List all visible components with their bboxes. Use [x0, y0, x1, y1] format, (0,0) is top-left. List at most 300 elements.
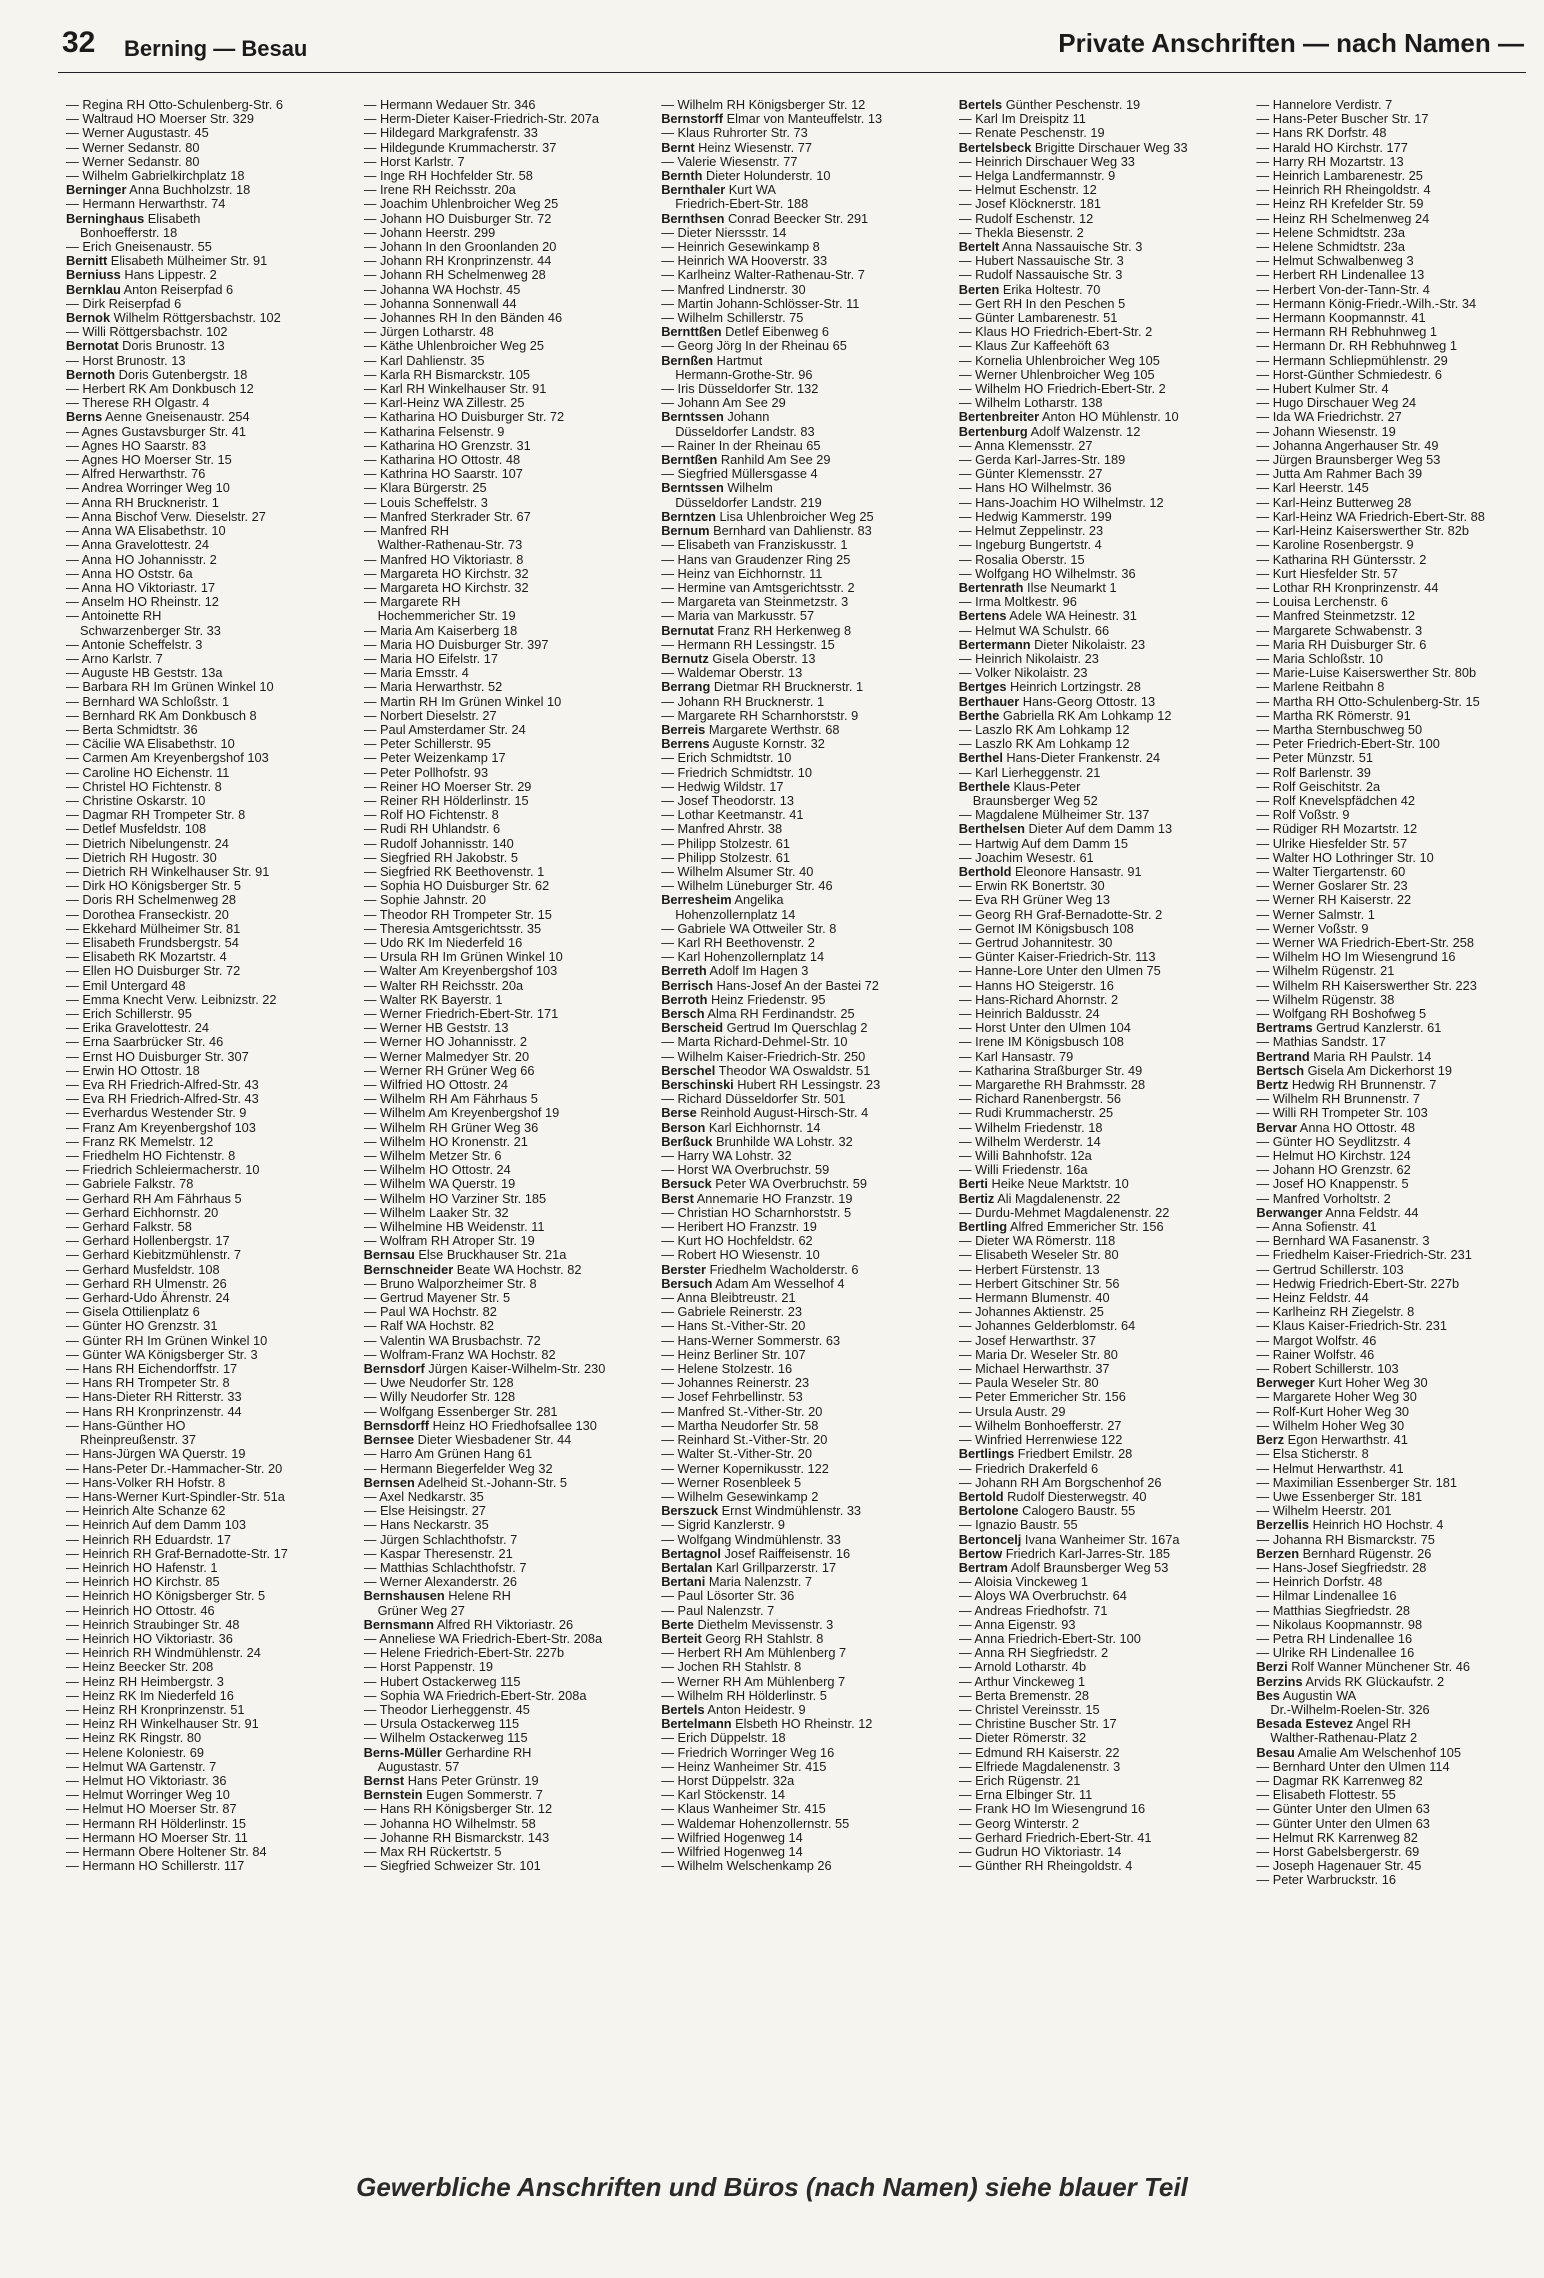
directory-entry — [364, 1291, 634, 1305]
entry-surname: Bertalan — [661, 1560, 713, 1575]
directory-entry — [364, 538, 634, 552]
directory-entry — [1256, 1859, 1526, 1873]
entry-text: — Bernhard Unter den Ulmen 114 — [1256, 1759, 1450, 1774]
directory-entry — [364, 1348, 634, 1362]
entry-surname: Bersch — [661, 1007, 705, 1021]
entry-text: — Ernst HO Duisburger Str. 307 — [66, 1049, 249, 1064]
directory-entry — [364, 382, 634, 396]
directory-entry — [959, 979, 1229, 993]
entry-text: — Margarete RH Scharnhorststr. 9 — [661, 708, 859, 723]
directory-entry — [364, 1007, 634, 1021]
entry-text: — Erich Schmidtstr. 10 — [661, 751, 792, 766]
entry-text: — Dieter Nierssstr. 14 — [661, 225, 787, 240]
directory-entry — [66, 666, 336, 680]
entry-text: — Johanna WA Hochstr. 45 — [363, 282, 521, 297]
entry-surname: Berthelsen — [958, 822, 1025, 837]
directory-entry — [1256, 1788, 1526, 1802]
directory-entry — [959, 1305, 1229, 1319]
entry-surname: Berntssen — [661, 481, 724, 496]
entry-text: — Heinz RK Ringstr. 80 — [66, 1731, 202, 1746]
entry-surname: Bertels — [661, 1702, 705, 1717]
directory-entry — [959, 1476, 1229, 1490]
entry-text: — Nikolaus Koopmannstr. 98 — [1256, 1617, 1423, 1632]
directory-entry — [661, 1206, 931, 1220]
directory-entry — [364, 1689, 634, 1703]
directory-entry — [661, 297, 931, 311]
entry-text: — Margarete RH — [363, 595, 461, 610]
entry-text: — Richard Düsseldorfer Str. 501 — [661, 1092, 846, 1107]
entry-text: — Johann RH Am Borgschenhof 26 — [958, 1475, 1162, 1490]
directory-entry — [1256, 212, 1526, 226]
entry-text: Hans Lippestr. 2 — [120, 268, 217, 283]
directory-entry — [66, 1305, 336, 1319]
entry-text: — Hans Neckarstr. 35 — [363, 1518, 489, 1533]
entry-text: — Klaus HO Friedrich-Ebert-Str. 2 — [958, 325, 1153, 340]
entry-surname: Bertges — [958, 680, 1007, 695]
entry-text: Dr.-Wilhelm-Roelen-Str. 326 — [1270, 1702, 1430, 1717]
directory-entry — [66, 1263, 336, 1277]
entry-text: — Josef Theodorstr. 13 — [661, 793, 794, 808]
entry-text: — Horst WA Overbruchstr. 59 — [661, 1163, 830, 1178]
directory-entry — [364, 638, 634, 652]
entry-text: — Jürgen Schlachthofstr. 7 — [363, 1532, 518, 1547]
entry-text: — Josef HO Knappenstr. 5 — [1256, 1177, 1409, 1192]
directory-entry — [66, 1703, 336, 1717]
entry-text: — Hans-Richard Ahornstr. 2 — [958, 992, 1119, 1007]
directory-entry — [66, 1490, 336, 1504]
entry-surname: Bernthaler — [661, 183, 726, 198]
entry-text: — Gernot IM Königsbusch 108 — [958, 921, 1134, 936]
entry-text: — Walter Am Kreyenbergshof 103 — [363, 964, 558, 979]
entry-text: Eleonore Hansastr. 91 — [1011, 864, 1142, 879]
entry-text: — Wilhelm HO Kronenstr. 21 — [363, 1134, 528, 1149]
directory-entry — [364, 1731, 634, 1745]
directory-entry — [959, 695, 1229, 709]
directory-entry — [1256, 1348, 1526, 1362]
directory-entry — [66, 1746, 336, 1760]
entry-text: — Friedhelm HO Fichtenstr. 8 — [66, 1149, 236, 1164]
directory-entry — [66, 709, 336, 723]
directory-entry — [1256, 1504, 1526, 1518]
directory-entry — [364, 709, 634, 723]
directory-entry — [66, 382, 336, 396]
entry-text: — Waldemar Oberstr. 13 — [661, 666, 803, 681]
entry-text: — Wilhelm Lotharstr. 138 — [958, 396, 1103, 411]
entry-surname: Berntzen — [661, 509, 716, 524]
entry-text: — Wilhelm Werderstr. 14 — [958, 1134, 1101, 1149]
directory-entry — [1256, 1007, 1526, 1021]
entry-text: — Herbert RH Lindenallee 13 — [1256, 268, 1425, 283]
entry-surname: Berthe — [958, 708, 1000, 723]
entry-text: — Bruno Walporzheimer Str. 8 — [363, 1276, 537, 1291]
entry-text: — Hans RH Trompeter Str. 8 — [66, 1376, 230, 1391]
directory-entry — [661, 1547, 931, 1561]
directory-entry — [959, 766, 1229, 780]
directory-entry — [959, 524, 1229, 538]
entry-text: — Elisabeth Weseler Str. 80 — [958, 1248, 1119, 1263]
directory-entry — [364, 1831, 634, 1845]
directory-entry — [364, 410, 634, 424]
entry-text: — Sophia HO Duisburger Str. 62 — [363, 879, 550, 894]
directory-entry — [1256, 908, 1526, 922]
entry-text: Bernhard van Dahlienstr. 83 — [709, 524, 872, 539]
directory-entry — [661, 1092, 931, 1106]
directory-entry — [364, 1760, 634, 1774]
entry-surname: Berrang — [661, 680, 711, 695]
directory-entry — [66, 1348, 336, 1362]
directory-entry — [364, 1035, 634, 1049]
entry-text: — Anna Klemensstr. 27 — [958, 438, 1093, 453]
directory-entry — [959, 993, 1229, 1007]
directory-entry — [661, 1760, 931, 1774]
entry-text: — Hermann HO Moerser Str. 11 — [66, 1830, 248, 1845]
entry-text: — Helmut HO Moerser Str. 87 — [66, 1802, 237, 1817]
entry-text: Bernhard Rügenstr. 26 — [1299, 1546, 1432, 1561]
entry-text: — Cäcilie WA Elisabethstr. 10 — [66, 737, 235, 752]
entry-text: — Herbert Gitschiner Str. 56 — [958, 1276, 1120, 1291]
directory-entry — [959, 737, 1229, 751]
entry-text: — Herbert RH Am Mühlenberg 7 — [661, 1646, 847, 1661]
entry-text: — Johanna Angerhauser Str. 49 — [1256, 438, 1439, 453]
entry-surname: Bernstorff — [661, 112, 724, 127]
directory-entry — [959, 1831, 1229, 1845]
directory-entry — [959, 822, 1229, 836]
directory-entry — [959, 1817, 1229, 1831]
directory-entry — [661, 1518, 931, 1532]
entry-surname: Bernum — [661, 524, 710, 539]
entry-text: — Inge RH Hochfelder Str. 58 — [363, 169, 533, 184]
directory-entry — [661, 1689, 931, 1703]
directory-entry — [661, 893, 931, 907]
directory-entry — [364, 695, 634, 709]
entry-text: — Antoinette RH — [66, 609, 162, 624]
directory-entry — [364, 766, 634, 780]
directory-entry — [364, 1376, 634, 1390]
directory-entry — [66, 325, 336, 339]
entry-text: Alfred Emmericher Str. 156 — [1007, 1220, 1164, 1235]
directory-entry — [959, 197, 1229, 211]
directory-entry — [364, 339, 634, 353]
entry-text: — Heinz RH Heimbergstr. 3 — [66, 1674, 224, 1689]
directory-entry — [661, 751, 931, 765]
entry-text: — Doris RH Schelmenweg 28 — [66, 893, 236, 908]
directory-entry — [959, 1405, 1229, 1419]
directory-entry — [959, 1163, 1229, 1177]
entry-surname: Besau — [1256, 1745, 1295, 1760]
directory-entry — [66, 1646, 336, 1660]
directory-entry — [661, 112, 931, 126]
entry-text: — Manfred Lindnerstr. 30 — [661, 282, 806, 297]
entry-text: — Klaus Zur Kaffeehöft 63 — [958, 339, 1110, 354]
directory-entry — [66, 1291, 336, 1305]
entry-text: Düsseldorfer Landstr. 219 — [675, 495, 822, 510]
entry-text: Alfred RH Viktoriastr. 26 — [434, 1617, 574, 1632]
entry-text: — Johann HO Grenzstr. 62 — [1256, 1163, 1411, 1178]
directory-entry — [364, 1589, 634, 1603]
entry-text: — Christine Oskarstr. 10 — [66, 793, 206, 808]
entry-text: — Helmut Worringer Weg 10 — [66, 1788, 230, 1803]
directory-entry — [66, 1788, 336, 1802]
entry-text: Elisabeth — [144, 211, 201, 226]
entry-text: — Hubert Ostackerweg 115 — [363, 1674, 521, 1689]
directory-entry — [1256, 396, 1526, 410]
entry-text: Karl Grillparzerstr. 17 — [712, 1560, 837, 1575]
directory-entry — [661, 311, 931, 325]
entry-text: — Heinrich RH Windmühlenstr. 24 — [66, 1646, 261, 1661]
entry-text: — Günther RH Rheingoldstr. 4 — [958, 1859, 1133, 1874]
directory-entry — [66, 609, 336, 623]
directory-entry — [959, 1220, 1229, 1234]
directory-entry — [959, 339, 1229, 353]
entry-surname: Berrens — [661, 737, 710, 752]
directory-entry — [661, 1121, 931, 1135]
entry-text: — Irma Moltkestr. 96 — [958, 595, 1077, 610]
entry-text: — Paul WA Hochstr. 82 — [363, 1305, 497, 1320]
directory-entry — [661, 1319, 931, 1333]
entry-text: — Aloisia Vinckeweg 1 — [958, 1575, 1089, 1590]
entry-text: — Dietrich RH Hugostr. 30 — [66, 850, 217, 865]
directory-entry — [364, 1660, 634, 1674]
directory-entry — [66, 751, 336, 765]
entry-surname: Bernitt — [66, 254, 108, 269]
directory-entry — [959, 297, 1229, 311]
directory-entry — [959, 1362, 1229, 1376]
entry-text: — Werner Malmedyer Str. 20 — [363, 1049, 530, 1064]
directory-entry — [959, 1135, 1229, 1149]
directory-entry — [959, 1703, 1229, 1717]
entry-surname: Bernklau — [66, 282, 121, 297]
entry-text: — Hermann Obere Holtener Str. 84 — [66, 1844, 267, 1859]
entry-text: — Andrea Worringer Weg 10 — [66, 481, 230, 496]
directory-entry — [661, 1220, 931, 1234]
entry-surname: Berzen — [1256, 1546, 1300, 1561]
directory-entry — [959, 1589, 1229, 1603]
directory-entry — [1256, 1802, 1526, 1816]
directory-entry — [959, 183, 1229, 197]
directory-entry — [661, 1277, 931, 1291]
directory-entry — [959, 368, 1229, 382]
entry-text: — Hans RH Eichendorffstr. 17 — [66, 1362, 238, 1377]
entry-text: — Hilmar Lindenallee 16 — [1256, 1589, 1397, 1604]
directory-entry — [66, 893, 336, 907]
directory-entry — [1256, 1462, 1526, 1476]
directory-entry — [959, 1675, 1229, 1689]
directory-entry — [661, 950, 931, 964]
entry-text: — Karl RH Beethovenstr. 2 — [661, 935, 815, 950]
entry-text: — Helmut HO Kirchstr. 124 — [1256, 1149, 1411, 1164]
directory-entry — [364, 1177, 634, 1191]
directory-entry — [66, 467, 336, 481]
directory-entry — [1256, 268, 1526, 282]
entry-text: Margarete Werthstr. 68 — [705, 722, 840, 737]
entry-text: — Helga Landfermannstr. 9 — [958, 169, 1116, 184]
entry-text: — Anna Friedrich-Ebert-Str. 100 — [958, 1631, 1141, 1646]
entry-text: Brigitte Dirschauer Weg 33 — [1031, 140, 1188, 155]
directory-entry — [661, 1263, 931, 1277]
entry-surname: Berroth — [661, 992, 708, 1007]
entry-text: — Ulrike RH Lindenallee 16 — [1256, 1646, 1415, 1661]
entry-text: Walther-Rathenau-Platz 2 — [1270, 1731, 1418, 1746]
entry-surname: Bernßen — [661, 353, 714, 368]
directory-entry — [66, 240, 336, 254]
entry-text: — Anselm HO Rheinstr. 12 — [66, 595, 219, 610]
entry-surname: Bernt — [661, 140, 695, 155]
entry-text: — Gertrud Johannitestr. 30 — [958, 935, 1113, 950]
entry-text: — Agnes HO Saarstr. 83 — [66, 438, 207, 453]
entry-surname: Besada Estevez — [1256, 1717, 1354, 1732]
directory-entry — [1256, 1220, 1526, 1234]
entry-text: — Hans van Graudenzer Ring 25 — [661, 552, 851, 567]
entry-surname: Bertelmann — [661, 1717, 732, 1732]
entry-text: Gisela Oberstr. 13 — [708, 651, 816, 666]
entry-text: — Rosalia Oberstr. 15 — [958, 552, 1085, 567]
entry-text: — Günter Kaiser-Friedrich-Str. 113 — [958, 950, 1156, 965]
directory-entry — [661, 709, 931, 723]
entry-surname: Bertagnol — [661, 1546, 721, 1561]
directory-entry — [661, 481, 931, 495]
directory-entry — [66, 1220, 336, 1234]
directory-entry — [364, 368, 634, 382]
entry-text: — Wilhelm Welschenkamp 26 — [661, 1859, 832, 1874]
directory-entry — [1256, 325, 1526, 339]
directory-entry — [959, 1788, 1229, 1802]
directory-entry — [959, 1248, 1229, 1262]
entry-text: — Heinz Beecker Str. 208 — [66, 1660, 214, 1675]
directory-entry — [661, 567, 931, 581]
entry-text: — Matthias Siegfriedstr. 28 — [1256, 1603, 1411, 1618]
directory-entry — [364, 1618, 634, 1632]
directory-entry — [364, 1774, 634, 1788]
entry-text: — Anna Sofienstr. 41 — [1256, 1220, 1377, 1235]
entry-text: — Willi Bahnhofstr. 12a — [958, 1149, 1092, 1164]
directory-entry — [661, 1660, 931, 1674]
entry-text: — Hubert Kulmer Str. 4 — [1256, 382, 1389, 397]
directory-entry — [661, 1462, 931, 1476]
directory-entry — [364, 609, 634, 623]
directory-entry — [1256, 865, 1526, 879]
entry-text: — Gerhard-Udo Ährenstr. 24 — [66, 1291, 230, 1306]
directory-entry — [661, 1632, 931, 1646]
entry-surname: Bertenburg — [958, 424, 1028, 439]
directory-entry — [1256, 1703, 1526, 1717]
directory-entry — [364, 993, 634, 1007]
entry-text: — Andreas Friedhofstr. 71 — [958, 1603, 1108, 1618]
directory-entry — [364, 1561, 634, 1575]
entry-text: — Johann RH Brucknerstr. 1 — [661, 694, 825, 709]
directory-entry — [661, 851, 931, 865]
directory-entry — [661, 1291, 931, 1305]
entry-text: — Wilhelm Gesewinkamp 2 — [661, 1489, 819, 1504]
entry-text: — Manfred St.-Vither-Str. 20 — [661, 1404, 823, 1419]
directory-entry — [959, 1206, 1229, 1220]
entry-text: — Karl RH Winkelhauser Str. 91 — [363, 382, 547, 397]
entry-text: Heinrich HO Hochstr. 4 — [1309, 1518, 1444, 1533]
entry-text: — Katharina RH Güntersstr. 2 — [1256, 552, 1427, 567]
entry-text: — Hanne-Lore Unter den Ulmen 75 — [958, 964, 1161, 979]
entry-text: — Helene Friedrich-Ebert-Str. 227b — [363, 1646, 565, 1661]
entry-text: — Wilhelm Kaiser-Friedrich-Str. 250 — [661, 1049, 866, 1064]
entry-text: Alma RH Ferdinandstr. 25 — [704, 1007, 855, 1021]
directory-entry — [66, 283, 336, 297]
entry-text: — Günter HO Grenzstr. 31 — [66, 1319, 218, 1334]
directory-entry — [661, 837, 931, 851]
entry-text: — Paul Lösorter Str. 36 — [661, 1589, 795, 1604]
directory-entry — [364, 879, 634, 893]
directory-entry — [959, 1462, 1229, 1476]
entry-surname: Bes — [1256, 1688, 1280, 1703]
directory-entry — [66, 1021, 336, 1035]
directory-entry — [959, 1192, 1229, 1206]
entry-surname: Berniuss — [66, 268, 121, 283]
entry-text: — Horst Düppelstr. 32a — [661, 1773, 795, 1788]
directory-entry — [959, 425, 1229, 439]
directory-entry — [364, 297, 634, 311]
directory-entry — [1256, 1064, 1526, 1078]
entry-text: — Wilhelm HO Friedrich-Ebert-Str. 2 — [958, 382, 1166, 397]
directory-entry — [661, 993, 931, 1007]
entry-text: — Horst Gabelsbergerstr. 69 — [1256, 1844, 1420, 1859]
directory-entry — [661, 1135, 931, 1149]
directory-entry — [1256, 1021, 1526, 1035]
entry-surname: Berns — [66, 410, 103, 425]
directory-entry — [1256, 354, 1526, 368]
directory-entry — [1256, 652, 1526, 666]
directory-entry — [66, 1121, 336, 1135]
directory-entry — [1256, 1746, 1526, 1760]
directory-entry — [661, 723, 931, 737]
directory-entry — [364, 240, 634, 254]
entry-surname: Bernshausen — [363, 1589, 445, 1604]
directory-entry — [661, 254, 931, 268]
entry-text: Johann — [723, 410, 770, 425]
directory-entry — [66, 680, 336, 694]
entry-text: Kurt Hoher Weg 30 — [1314, 1376, 1428, 1391]
entry-text: Hohenzollernplatz 14 — [675, 907, 796, 922]
directory-entry — [661, 439, 931, 453]
entry-text: — Hartwig Auf dem Damm 15 — [958, 836, 1129, 851]
directory-entry — [66, 624, 336, 638]
directory-entry — [661, 964, 931, 978]
entry-text: — Karl Im Dreispitz 11 — [958, 112, 1086, 127]
directory-entry — [364, 325, 634, 339]
entry-text: — Siegfried RK Beethovenstr. 1 — [363, 864, 545, 879]
directory-entry — [661, 1646, 931, 1660]
directory-entry — [66, 126, 336, 140]
entry-text: — Dagmar RH Trompeter Str. 8 — [66, 808, 246, 823]
directory-entry — [1256, 1490, 1526, 1504]
entry-text: — Hans St.-Vither-Str. 20 — [661, 1319, 806, 1334]
entry-text: Eugen Sommerstr. 7 — [422, 1788, 543, 1803]
entry-text: — Helmut Schwalbenweg 3 — [1256, 254, 1414, 269]
entry-text: — Werner Alexanderstr. 26 — [363, 1575, 517, 1590]
entry-text: — Hans-Jürgen WA Querstr. 19 — [66, 1447, 246, 1462]
entry-text: — Gerhard Musfeldstr. 108 — [66, 1262, 220, 1277]
entry-text: — Anna Bleibtreustr. 21 — [661, 1291, 796, 1306]
entry-text: — Ingeburg Bungertstr. 4 — [958, 538, 1102, 553]
entry-text: — Johannes Reinerstr. 23 — [661, 1376, 810, 1391]
entry-text: — Robert HO Wiesenstr. 10 — [661, 1248, 820, 1263]
directory-entry — [661, 1305, 931, 1319]
entry-text: — Günter Unter den Ulmen 63 — [1256, 1802, 1430, 1817]
entry-text: — Helmut Eschenstr. 12 — [958, 183, 1097, 198]
entry-text: Erika Holtestr. 70 — [999, 282, 1101, 297]
directory-entry — [364, 1746, 634, 1760]
directory-entry — [66, 808, 336, 822]
entry-text: — Gabriele Reinerstr. 23 — [661, 1305, 803, 1320]
entry-text: — Rolf Barlenstr. 39 — [1256, 765, 1371, 780]
entry-surname: Bertold — [958, 1489, 1004, 1504]
directory-entry — [661, 609, 931, 623]
